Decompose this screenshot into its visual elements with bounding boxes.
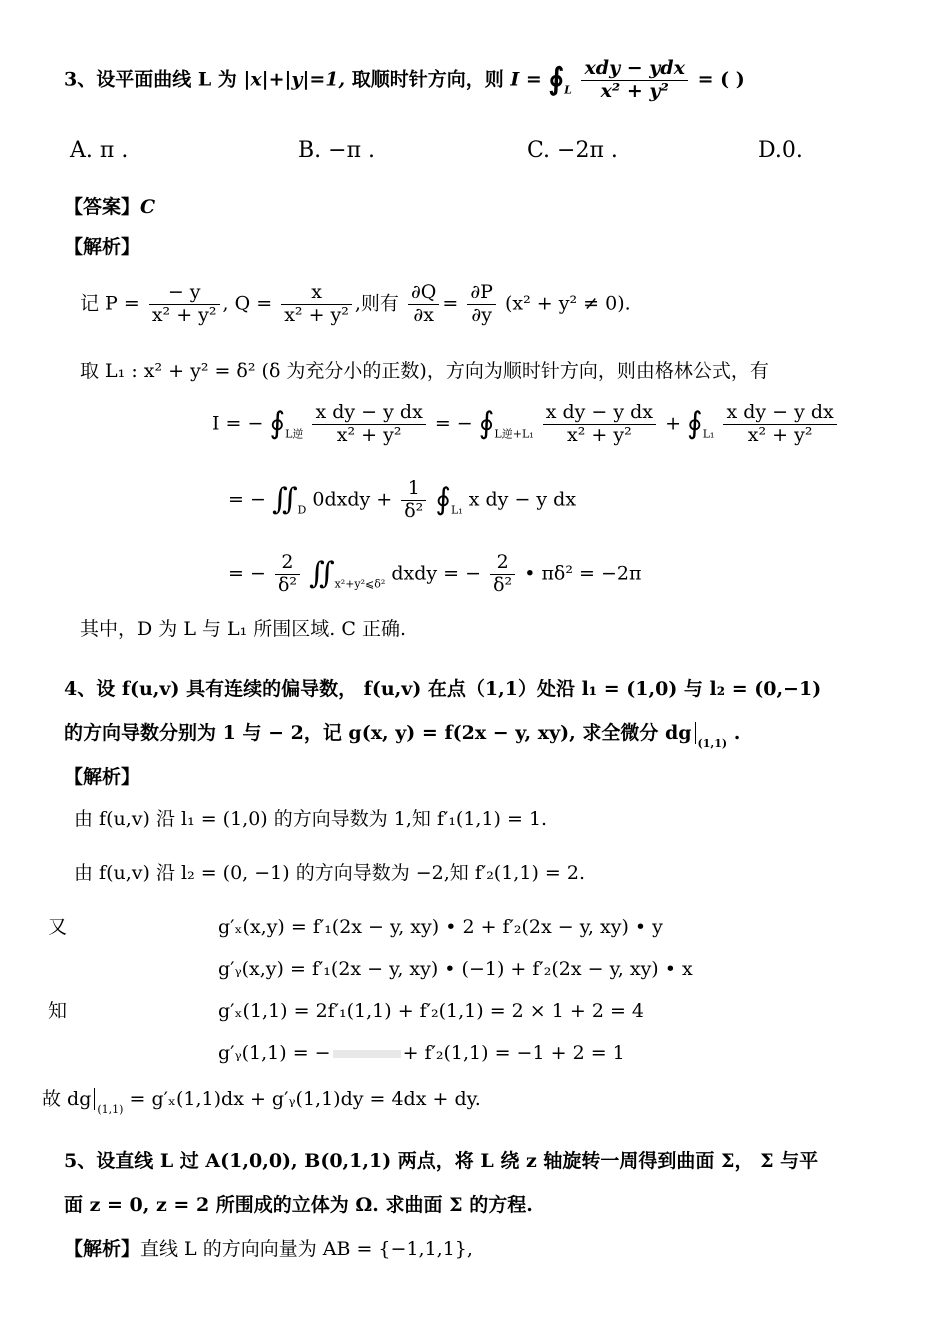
q3-conclusion: 其中，D 为 L 与 L₁ 所围区域. C 正确. [80, 618, 406, 640]
double-integral-icon: ∬ [309, 556, 335, 592]
q4-stem2-main: 的方向导数分别为 1 与 − 2，记 g(x, y) = f(2x − y, xy), 求全微分 dg [64, 722, 692, 744]
q4-word-zhi: 知 [48, 1000, 68, 1022]
q5-analysis-text: 直线 L 的方向向量为 AB = {−1,1,1}, [140, 1238, 473, 1260]
q4-stem-line2 [64, 724, 740, 749]
q3-fraction-num: xdy − ydx [584, 57, 685, 79]
q3-eq3-frac2-den: δ² [490, 574, 515, 597]
q3-integral-sub: L [564, 83, 572, 97]
q3-frac-dP-num: ∂P [470, 281, 493, 303]
contour-integral-icon: ∮ [548, 62, 565, 98]
q3-frac-dQ-num: ∂Q [410, 281, 437, 303]
q4-stem2-end: . [733, 722, 741, 744]
q3-eq2 [228, 478, 576, 523]
q3-eq3-start: = − [228, 562, 266, 585]
q3-stem-end: = ( ) [697, 68, 745, 91]
q3-stem-prefix: 3、设平面曲线 L 为 [64, 68, 237, 91]
q3-answer [64, 198, 155, 217]
q4-final-eval-bar [94, 1088, 124, 1116]
q3-frac-Q-den: x² + y² [281, 304, 352, 327]
q4-line1: 由 f(u,v) 沿 l₁ = (1,0) 的方向导数为 1,知 f′₁(1,1) = 1. [74, 808, 548, 830]
q3-option-d: D.0. [758, 138, 803, 163]
q5-analysis-label: 【解析】 [64, 1238, 141, 1260]
q3-eq1-frac3-num: x dy − y dx [726, 401, 834, 423]
q3-eq2-frac-num: 1 [407, 477, 420, 499]
q4-analysis-label: 【解析】 [64, 766, 141, 788]
q3-eq2-D: D [297, 503, 307, 517]
q3-stem-mid: 取顺时针方向，则 [351, 68, 504, 91]
q3-frac-P [149, 282, 220, 327]
q3-line1-end: (x² + y² ≠ 0). [505, 292, 631, 315]
q3-eq2-end: x dy − y dx [468, 488, 577, 511]
q5-stem-line2: 面 z = 0, z = 2 所围成的立体为 Ω. 求曲面 Σ 的方程. [64, 1194, 533, 1216]
q3-option-b: B. −π . [298, 138, 376, 163]
q4-word-you: 又 [48, 916, 68, 938]
q4-final [42, 1090, 481, 1115]
q3-answer-label: 【答案】 [64, 196, 141, 218]
q3-eq2-frac [401, 478, 426, 523]
contour-integral-icon: ∮ [478, 406, 495, 442]
q4-final-b: = g′ₓ(1,1)dx + g′ᵧ(1,1)dy = 4dx + dy. [129, 1088, 481, 1110]
q3-eq1-frac3 [723, 402, 836, 447]
q3-option-c: C. −2π . [527, 138, 618, 163]
q3-stem [64, 58, 745, 103]
q3-fraction [581, 58, 687, 103]
q3-line1-mid: ,则有 [354, 292, 399, 315]
q3-eq2-sub: L₁ [450, 503, 463, 517]
blurred-region [333, 1050, 401, 1058]
q3-eq1-eq: = − [434, 412, 473, 435]
q3-eq3-region: x²+y²⩽δ² [334, 577, 386, 591]
q3-option-a: A. π . [70, 138, 129, 163]
q3-analysis-label: 【解析】 [64, 236, 141, 258]
q4-final-sub: (1,1) [97, 1103, 124, 1116]
contour-integral-icon: ∮ [269, 406, 286, 442]
q4-eval-bar [695, 722, 728, 750]
q4-eq-gx11: g′ₓ(1,1) = 2f′₁(1,1) + f′₂(1,1) = 2 × 1 + 2 = 4 [218, 1000, 645, 1022]
q3-eq2-start: = − [228, 488, 266, 511]
q3-eq1-frac2-num: x dy − y dx [545, 401, 654, 423]
q3-eq3-frac2 [490, 552, 515, 597]
double-integral-icon: ∬ [271, 482, 298, 518]
q3-line1 [80, 282, 631, 327]
q3-eq1-sub2: L逆+L₁ [494, 427, 534, 441]
q3-eq1 [212, 402, 840, 447]
q3-eq1-sub3: L₁ [702, 427, 715, 441]
q3-eq1-frac3-den: x² + y² [723, 424, 836, 447]
q4-final-a: 故 dg [42, 1088, 92, 1110]
q3-eq3-end: • πδ² = −2π [524, 562, 642, 585]
q3-line2: 取 L₁ : x² + y² = δ² (δ 为充分小的正数)，方向为顺时针方向，则由格林公式，有 [80, 360, 769, 382]
q4-line2: 由 f(u,v) 沿 l₂ = (0, −1) 的方向导数为 −2,知 f′₂(1,1) = 2. [74, 862, 585, 884]
q3-frac-dQ [408, 282, 439, 327]
q3-stem-I: I = [510, 68, 542, 91]
q3-eq1-sub1: L逆 [285, 427, 304, 441]
q3-frac-dP-den: ∂y [467, 304, 496, 327]
q3-eq3-mid: dxdy = − [391, 562, 482, 585]
q3-line1-eq: = [442, 292, 459, 315]
q3-stem-abs: |x|+|y|=1, [243, 68, 346, 91]
q4-eq-gy11 [218, 1044, 625, 1063]
q4-stem-line1: 4、设 f(u,v) 具有连续的偏导数， f(u,v) 在点（1,1）处沿 l₁ = (1,0) 与 l₂ = (0,−1) [64, 678, 822, 700]
contour-integral-icon: ∮ [435, 482, 451, 518]
q3-eq3-frac2-num: 2 [496, 551, 509, 573]
q3-eq2-frac-den: δ² [401, 500, 426, 523]
q4-eq-gx: g′ₓ(x,y) = f′₁(2x − y, xy) • 2 + f′₂(2x − y, xy) • y [218, 916, 663, 938]
q3-frac-P-den: x² + y² [149, 304, 220, 327]
q4-eq-gy11-b: + f′₂(1,1) = −1 + 2 = 1 [402, 1042, 625, 1064]
q3-frac-Q-num: x [311, 281, 322, 303]
q3-eq1-frac2-den: x² + y² [543, 424, 656, 447]
q3-fraction-den: x² + y² [581, 80, 687, 103]
q3-frac-P-num: − y [167, 281, 201, 303]
q3-eq3-frac1-den: δ² [275, 574, 300, 597]
q4-eq-gy: g′ᵧ(x,y) = f′₁(2x − y, xy) • (−1) + f′₂(2x − y, xy) • x [218, 958, 693, 980]
q3-eq1-frac2 [543, 402, 656, 447]
q3-answer-value: C [140, 196, 156, 218]
q3-eq1-plus: + [665, 412, 681, 435]
q3-eq1-frac1-den: x² + y² [312, 424, 425, 447]
q3-line1-prefix: 记 P = [80, 292, 140, 315]
q3-eq1-frac1 [312, 402, 425, 447]
q3-eq1-I: I = − [212, 412, 264, 435]
q5-stem-line1: 5、设直线 L 过 A(1,0,0), B(0,1,1) 两点，将 L 绕 z 轴旋转一周得到曲面 Σ， Σ 与平 [64, 1150, 819, 1172]
q4-eq-gy11-a: g′ᵧ(1,1) = − [218, 1042, 331, 1064]
q4-stem2-sub: (1,1) [697, 737, 728, 750]
q3-eq3 [228, 552, 642, 597]
q3-eq3-frac1-num: 2 [281, 551, 294, 573]
q3-eq3-frac1 [275, 552, 300, 597]
contour-integral-icon: ∮ [687, 406, 703, 442]
q3-frac-dP [467, 282, 496, 327]
q3-line1-Q-prefix: , Q = [222, 292, 273, 315]
q3-eq1-frac1-num: x dy − y dx [315, 401, 423, 423]
q3-frac-dQ-den: ∂x [408, 304, 439, 327]
q5-analysis [64, 1240, 473, 1259]
q3-eq2-mid: 0dxdy + [312, 488, 393, 511]
q3-frac-Q [281, 282, 352, 327]
